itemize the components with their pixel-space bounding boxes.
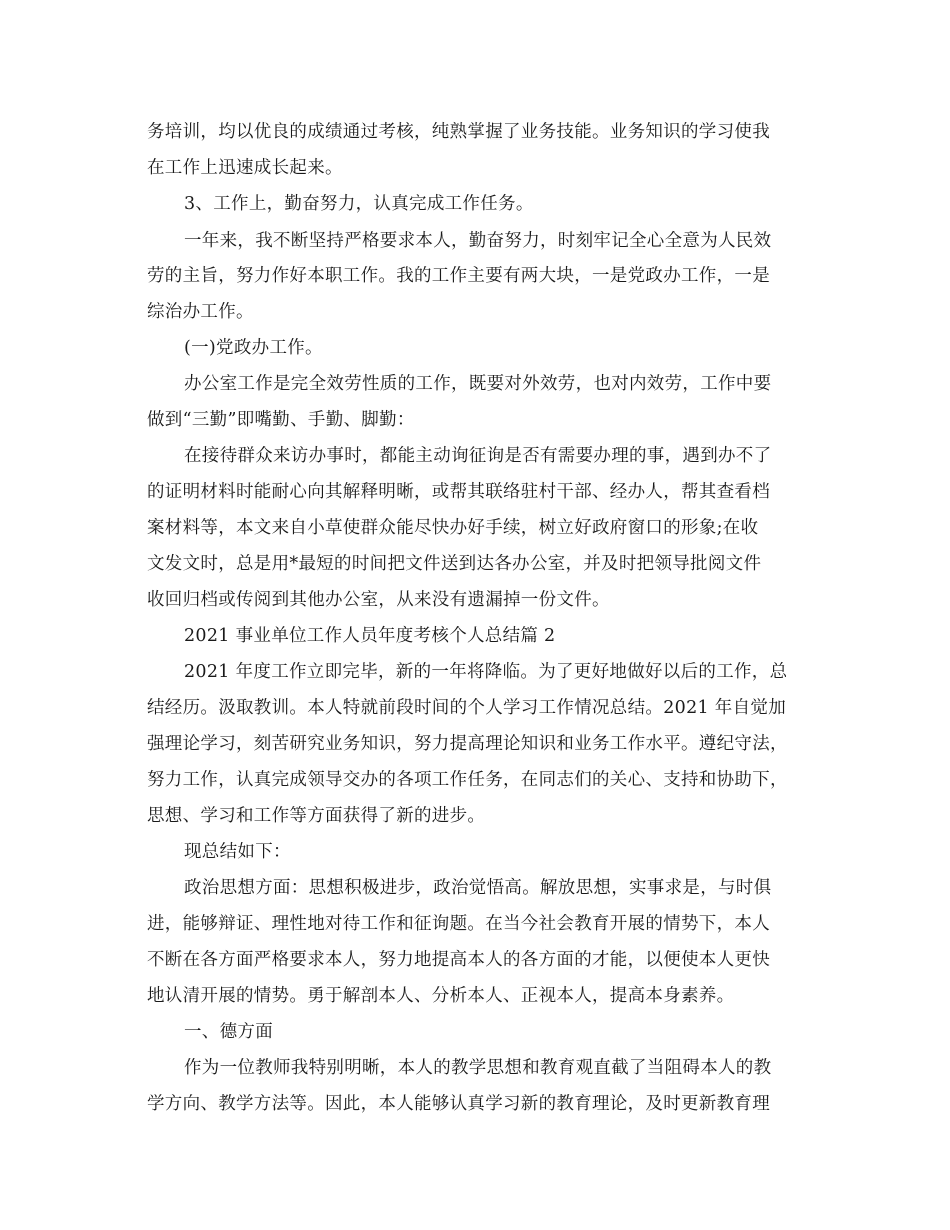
section-heading: 一、德方面 — [184, 1022, 273, 1042]
text-line: 进，能够辩证、理性地对待工作和征询题。在当今社会教育开展的情势下，本人 — [147, 914, 770, 934]
text-line: 务培训，均以优良的成绩通过考核，纯熟掌握了业务技能。业务知识的学习使我 — [147, 122, 770, 142]
text-line: 劳的主旨，努力作好本职工作。我的工作主要有两大块，一是党政办工作，一是 — [147, 266, 770, 286]
text-line: 综治办工作。 — [147, 302, 254, 322]
text-line: 学方向、教学方法等。因此，本人能够认真学习新的教育理论，及时更新教育理 — [147, 1094, 770, 1114]
section-heading: 2021 事业单位工作人员年度考核个人总结篇 2 — [184, 626, 556, 646]
text-line: 一年来，我不断坚持严格要求本人，勤奋努力，时刻牢记全心全意为人民效 — [184, 231, 772, 251]
text-line: (一)党政办工作。 — [184, 338, 323, 358]
text-line: 现总结如下： — [184, 842, 291, 862]
text-line: 结经历。汲取教训。本人特就前段时间的个人学习工作情况总结。2021 年自觉加 — [147, 698, 786, 718]
text-line: 思想、学习和工作等方面获得了新的进步。 — [147, 806, 486, 826]
text-line: 地认清开展的情势。勇于解剖本人、分析本人、正视本人，提高本身素养。 — [147, 986, 735, 1006]
text-line: 的证明材料时能耐心向其解释明晰，或帮其联络驻村干部、经办人，帮其查看档 — [147, 482, 770, 502]
text-line: 在工作上迅速成长起来。 — [147, 158, 343, 178]
text-line: 在接待群众来访办事时，都能主动询征询是否有需要办理的事，遇到办不了 — [184, 446, 772, 466]
text-line: 努力工作，认真完成领导交办的各项工作任务，在同志们的关心、支持和协助下， — [147, 770, 788, 790]
text-line: 作为一位教师我特别明晰，本人的教学思想和教育观直截了当阻碍本人的教 — [184, 1058, 772, 1078]
text-line: 2021 年度工作立即完毕，新的一年将降临。为了更好地做好以后的工作，总 — [184, 662, 788, 682]
text-line: 案材料等，本文来自小草使群众能尽快办好手续，树立好政府窗口的形象;在收 — [147, 518, 759, 538]
text-line: 办公室工作是完全效劳性质的工作，既要对外效劳，也对内效劳，工作中要 — [184, 374, 772, 394]
text-line: 收回归档或传阅到其他办公室，从来没有遗漏掉一份文件。 — [147, 590, 610, 610]
text-line: 强理论学习，刻苦研究业务知识，努力提高理论知识和业务工作水平。遵纪守法， — [147, 734, 788, 754]
text-line: 3、工作上，勤奋努力，认真完成工作任务。 — [184, 194, 534, 214]
text-line: 政治思想方面：思想积极进步，政治觉悟高。解放思想，实事求是，与时俱 — [184, 878, 772, 898]
text-line: 文发文时，总是用*最短的时间把文件送到达各办公室，并及时把领导批阅文件 — [147, 554, 762, 574]
text-line: 做到“三勤”即嘴勤、手勤、脚勤： — [147, 410, 415, 430]
text-line: 不断在各方面严格要求本人，努力地提高本人的各方面的才能，以便使本人更快 — [147, 950, 770, 970]
